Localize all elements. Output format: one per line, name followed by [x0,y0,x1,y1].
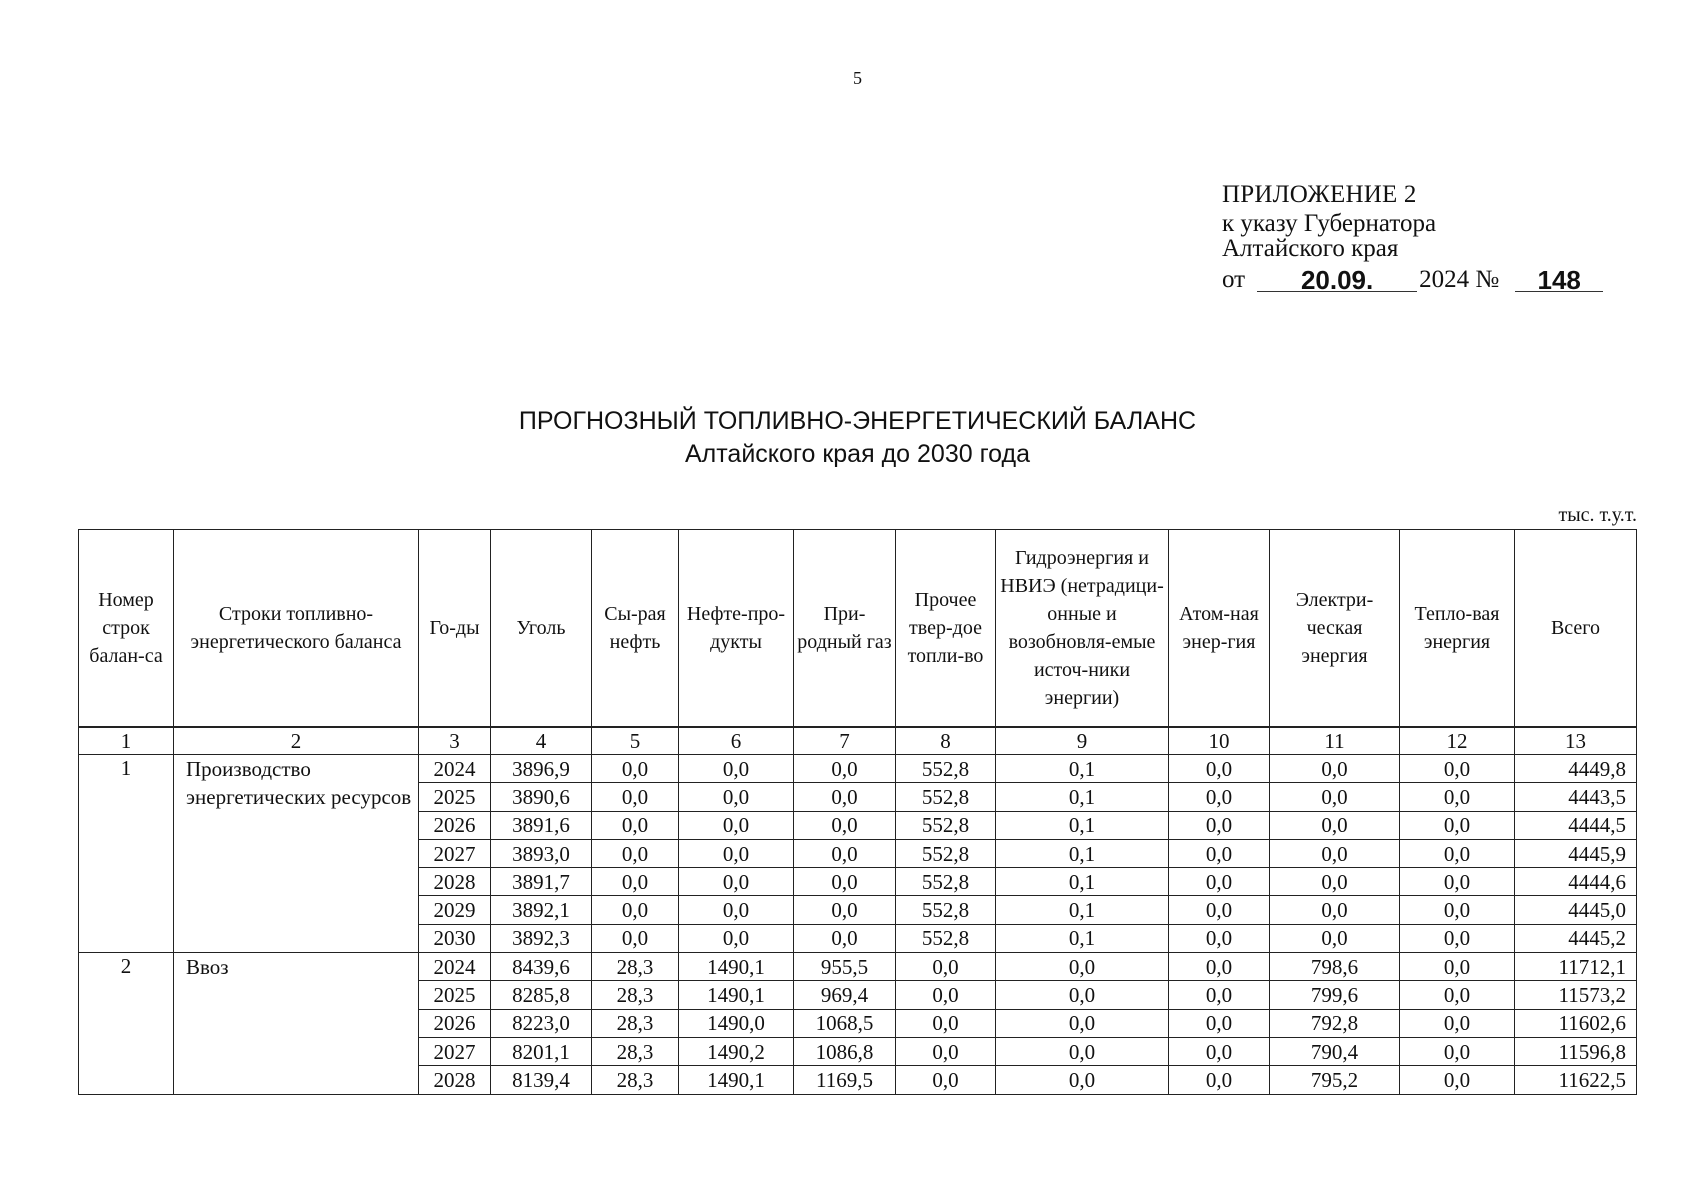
value-cell: 0,0 [592,783,679,811]
value-cell: 1490,1 [679,953,794,981]
year-cell: 2029 [419,896,491,924]
year-cell: 2025 [419,981,491,1009]
total-cell: 4449,8 [1515,755,1637,783]
table-body [79,755,1637,1095]
table-row [79,953,1637,981]
value-cell: 0,0 [896,1066,996,1094]
value-cell: 0,0 [896,1037,996,1065]
value-cell: 1068,5 [794,1009,896,1037]
table-header-row [79,530,1637,728]
year-cell: 2024 [419,755,491,783]
from-label: от [1222,266,1246,293]
column-number: 9 [996,727,1169,755]
value-cell: 28,3 [592,1009,679,1037]
value-cell: 0,0 [996,1009,1169,1037]
value-cell: 0,0 [794,868,896,896]
value-cell: 0,0 [1270,868,1400,896]
value-cell: 0,0 [679,783,794,811]
value-cell: 0,0 [592,896,679,924]
total-cell: 4444,6 [1515,868,1637,896]
value-cell: 0,0 [794,811,896,839]
column-number: 5 [592,727,679,755]
column-header: Уголь [491,530,592,728]
column-number: 6 [679,727,794,755]
value-cell: 552,8 [896,896,996,924]
balance-line-name: Ввоз [174,953,419,1094]
value-cell: 0,1 [996,924,1169,952]
value-cell: 0,0 [679,811,794,839]
total-cell: 11602,6 [1515,1009,1637,1037]
decree-date: 20.09. [1257,269,1417,292]
column-header: Атом-ная энер-гия [1169,530,1270,728]
value-cell: 0,0 [679,896,794,924]
total-cell: 4445,0 [1515,896,1637,924]
year-cell: 2030 [419,924,491,952]
value-cell: 799,6 [1270,981,1400,1009]
total-cell: 11622,5 [1515,1066,1637,1094]
column-number: 2 [174,727,419,755]
value-cell: 8439,6 [491,953,592,981]
document-title-sub: Алтайского края до 2030 года [685,440,1030,468]
value-cell: 1490,0 [679,1009,794,1037]
appendix-block [1222,181,1603,295]
balance-line-name: Производство энергетических ресурсов [174,755,419,953]
value-cell: 0,0 [1400,1037,1515,1065]
value-cell: 552,8 [896,924,996,952]
value-cell: 0,0 [679,924,794,952]
value-cell: 8139,4 [491,1066,592,1094]
column-header: Номер строк балан-са [79,530,174,728]
value-cell: 0,1 [996,868,1169,896]
value-cell: 3892,3 [491,924,592,952]
decree-year-label: 2024 № [1419,266,1500,293]
column-number: 11 [1270,727,1400,755]
column-header: Всего [1515,530,1637,728]
value-cell: 3896,9 [491,755,592,783]
column-number: 4 [491,727,592,755]
value-cell: 792,8 [1270,1009,1400,1037]
total-cell: 11596,8 [1515,1037,1637,1065]
appendix-region-line: Алтайского края [1222,235,1399,262]
value-cell: 0,1 [996,839,1169,867]
document-title-main: ПРОГНОЗНЫЙ ТОПЛИВНО-ЭНЕРГЕТИЧЕСКИЙ БАЛАНС [518,407,1197,435]
value-cell: 0,0 [1400,981,1515,1009]
value-cell: 0,0 [794,755,896,783]
value-cell: 3891,6 [491,811,592,839]
value-cell: 0,0 [679,755,794,783]
value-cell: 0,0 [592,868,679,896]
value-cell: 8285,8 [491,981,592,1009]
table-row [79,755,1637,783]
value-cell: 0,0 [1400,1009,1515,1037]
value-cell: 0,1 [996,811,1169,839]
value-cell: 0,0 [794,783,896,811]
value-cell: 0,0 [1270,924,1400,952]
column-header: Прочее твер-дое топли-во [896,530,996,728]
year-cell: 2026 [419,811,491,839]
value-cell: 0,0 [592,924,679,952]
value-cell: 0,0 [996,953,1169,981]
value-cell: 0,0 [996,981,1169,1009]
value-cell: 552,8 [896,755,996,783]
value-cell: 28,3 [592,1066,679,1094]
column-number: 13 [1515,727,1637,755]
total-cell: 4444,5 [1515,811,1637,839]
total-cell: 4443,5 [1515,783,1637,811]
total-cell: 11573,2 [1515,981,1637,1009]
column-header: При-родный газ [794,530,896,728]
value-cell: 0,0 [1400,924,1515,952]
value-cell: 3890,6 [491,783,592,811]
value-cell: 0,0 [794,839,896,867]
value-cell: 0,0 [996,1037,1169,1065]
balance-line-number: 1 [79,755,174,953]
value-cell: 0,0 [679,868,794,896]
value-cell: 1169,5 [794,1066,896,1094]
value-cell: 552,8 [896,868,996,896]
value-cell: 0,0 [1400,811,1515,839]
value-cell: 28,3 [592,953,679,981]
value-cell: 0,0 [896,1009,996,1037]
value-cell: 0,0 [1400,1066,1515,1094]
value-cell: 0,1 [996,783,1169,811]
value-cell: 8201,1 [491,1037,592,1065]
value-cell: 28,3 [592,981,679,1009]
value-cell: 0,0 [1169,1009,1270,1037]
value-cell: 955,5 [794,953,896,981]
value-cell: 0,0 [1400,953,1515,981]
page-number: 5 [853,68,862,88]
value-cell: 0,0 [1270,839,1400,867]
value-cell: 0,0 [1169,839,1270,867]
value-cell: 0,0 [1270,755,1400,783]
value-cell: 0,0 [794,924,896,952]
year-cell: 2024 [419,953,491,981]
value-cell: 0,1 [996,896,1169,924]
value-cell: 0,0 [1169,953,1270,981]
value-cell: 0,0 [1400,839,1515,867]
appendix-title: ПРИЛОЖЕНИЕ 2 [1222,181,1417,208]
value-cell: 0,0 [1270,783,1400,811]
column-header: Строки топливно-энергетического баланса [174,530,419,728]
value-cell: 795,2 [1270,1066,1400,1094]
value-cell: 3893,0 [491,839,592,867]
value-cell: 3892,1 [491,896,592,924]
value-cell: 0,0 [1169,811,1270,839]
value-cell: 0,0 [794,896,896,924]
value-cell: 8223,0 [491,1009,592,1037]
column-header: Сы-рая нефть [592,530,679,728]
value-cell: 0,0 [1169,1037,1270,1065]
value-cell: 0,0 [1169,924,1270,952]
column-number-row [79,727,1637,755]
value-cell: 0,0 [896,981,996,1009]
value-cell: 552,8 [896,839,996,867]
column-header: Тепло-вая энергия [1400,530,1515,728]
value-cell: 0,0 [592,839,679,867]
units-label: тыс. т.у.т. [1558,504,1637,526]
column-number: 10 [1169,727,1270,755]
value-cell: 0,0 [1169,1066,1270,1094]
column-header: Нефте-про-дукты [679,530,794,728]
column-number: 7 [794,727,896,755]
document-title [0,405,1697,471]
total-cell: 4445,9 [1515,839,1637,867]
value-cell: 28,3 [592,1037,679,1065]
value-cell: 0,0 [1169,783,1270,811]
value-cell: 1490,1 [679,1066,794,1094]
value-cell: 0,0 [896,953,996,981]
value-cell: 1086,8 [794,1037,896,1065]
column-header: Гидроэнергия и НВИЭ (нетрадици-онные и возобновля-емые источ-ники энергии) [996,530,1169,728]
column-number: 8 [896,727,996,755]
value-cell: 0,0 [592,811,679,839]
value-cell: 0,0 [679,839,794,867]
value-cell: 0,0 [1169,981,1270,1009]
value-cell: 0,0 [1400,868,1515,896]
value-cell: 1490,1 [679,981,794,1009]
column-number: 1 [79,727,174,755]
balance-line-number: 2 [79,953,174,1094]
appendix-decree-line: к указу Губернатора [1222,210,1437,237]
year-cell: 2026 [419,1009,491,1037]
column-number: 12 [1400,727,1515,755]
column-number: 3 [419,727,491,755]
value-cell: 969,4 [794,981,896,1009]
value-cell: 0,1 [996,755,1169,783]
value-cell: 552,8 [896,811,996,839]
value-cell: 0,0 [1400,896,1515,924]
value-cell: 0,0 [1400,755,1515,783]
value-cell: 0,0 [1169,896,1270,924]
total-cell: 4445,2 [1515,924,1637,952]
value-cell: 0,0 [1400,783,1515,811]
year-cell: 2025 [419,783,491,811]
value-cell: 0,0 [1270,896,1400,924]
value-cell: 0,0 [592,755,679,783]
year-cell: 2028 [419,868,491,896]
year-cell: 2028 [419,1066,491,1094]
value-cell: 0,0 [996,1066,1169,1094]
value-cell: 552,8 [896,783,996,811]
value-cell: 0,0 [1169,755,1270,783]
value-cell: 790,4 [1270,1037,1400,1065]
value-cell: 3891,7 [491,868,592,896]
year-cell: 2027 [419,1037,491,1065]
value-cell: 0,0 [1270,811,1400,839]
column-header: Электри-ческая энергия [1270,530,1400,728]
decree-number: 148 [1515,269,1603,292]
balance-table [78,529,1637,1095]
value-cell: 0,0 [1169,868,1270,896]
appendix-date-line [1222,265,1603,295]
column-header: Го-ды [419,530,491,728]
year-cell: 2027 [419,839,491,867]
value-cell: 798,6 [1270,953,1400,981]
value-cell: 1490,2 [679,1037,794,1065]
total-cell: 11712,1 [1515,953,1637,981]
